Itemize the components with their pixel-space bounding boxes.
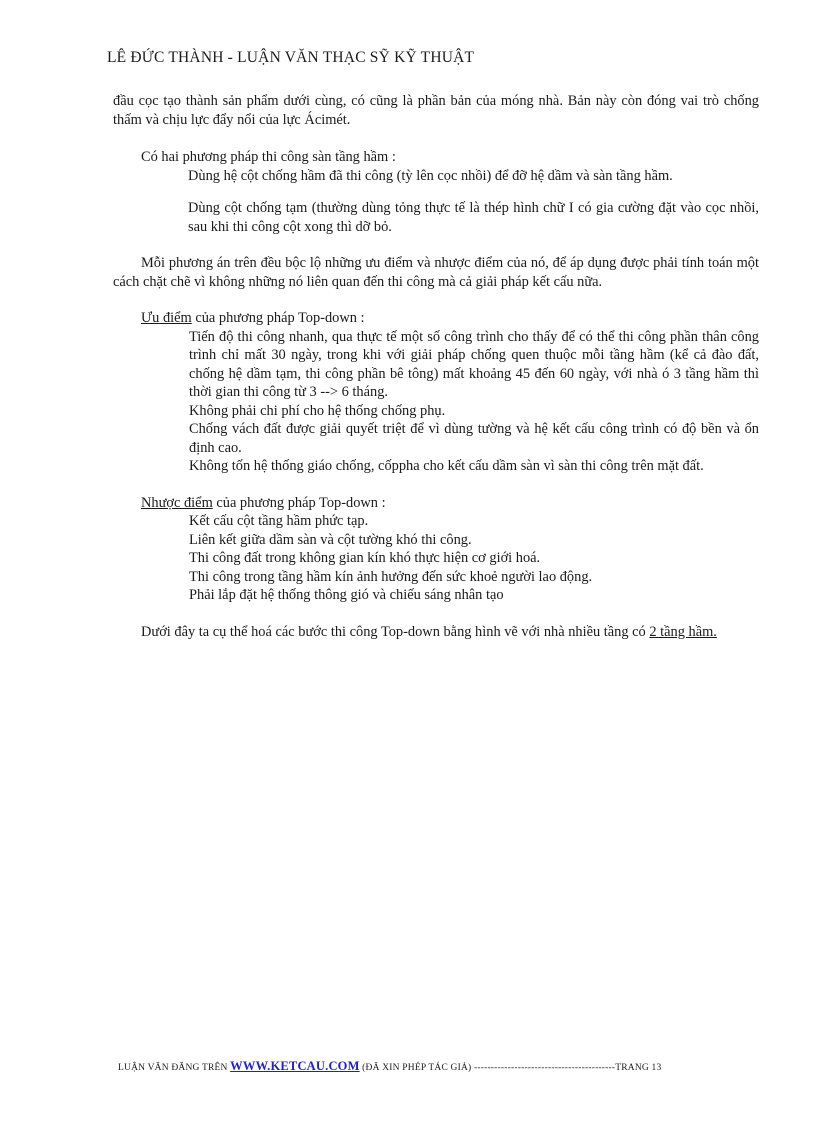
advantages-heading-rest: của phương pháp Top-down : [191, 310, 365, 326]
paragraph-intro: đầu cọc tạo thành sản phẩm dưới cùng, có cũng là phần bản của móng nhà. Bản này còn đóng vai trò chống thấm và chịu lực đẩy nổi của lực Ácimét. [113, 93, 759, 128]
disadvantage-item: Thi công đất trong không gian kín khó thực hiện cơ giới hoá. [189, 550, 541, 566]
footer-middle: (ĐÃ XIN PHÉP TÁC GIẢ) [359, 1063, 474, 1073]
footer-website-link[interactable]: WWW.KETCAU.COM [230, 1059, 360, 1073]
methods-intro: Có hai phương pháp thi công sàn tầng hầm : [141, 149, 396, 165]
advantage-item: Tiến độ thi công nhanh, qua thực tế một số công trình cho thấy để có thể thi công phần thân công trình chỉ mất 30 ngày, trong khi với giải pháp chống quen thuộc mỗi tầng hầm (kể cả đào đất, chống hệ dầm tạm, thi công phần bê tông) mất khoảng 45 đến 60 ngày, với nhà ó 3 tầng hầm thì thời gian thi công từ 3 --> 6 tháng. [189, 328, 759, 400]
advantages-heading [113, 309, 759, 328]
page-number: TRANG 13 [615, 1063, 662, 1073]
page-header: LÊ ĐỨC THÀNH - LUẬN VĂN THẠC SỸ KỸ THUẬT [107, 49, 475, 66]
disadvantage-item: Liên kết giữa dầm sàn và cột tường khó thi công. [189, 531, 472, 548]
advantage-item: Không tốn hệ thống giáo chống, cốppha cho kết cấu dầm sàn vì sàn thi công trên mặt đất. [189, 458, 704, 474]
disadvantage-item: Kết cấu cột tầng hầm phức tạp. [189, 513, 369, 529]
disadvantages-label: Nhược điểm [141, 494, 213, 511]
paragraph-evaluation: Mỗi phương án trên đều bộc lộ những ưu điểm và nhược điểm của nó, để áp dụng được phải tính toán một cách chặt chẽ vì không những nó liên quan đến thi công mà cả giải pháp kết cấu nữa. [113, 255, 759, 290]
footer-prefix: LUẬN VĂN ĐĂNG TRÊN [118, 1063, 231, 1073]
disadvantages-heading-rest: của phương pháp Top-down : [212, 494, 386, 511]
page-footer [118, 1059, 661, 1074]
advantage-item: Chống vách đất được giải quyết triệt để vì dùng tường và hệ kết cấu công trình có độ bền và ổn định cao. [189, 421, 759, 456]
method-1: Dùng hệ cột chống hầm đã thi công (tỳ lên cọc nhồi) để đỡ hệ dầm và sàn tầng hầm. [188, 167, 673, 184]
document-body [113, 92, 759, 641]
paragraph-conclusion [113, 623, 759, 642]
method-2: Dùng cột chống tạm (thường dùng tỏng thực tế là thép hình chữ I có gia cường đặt vào cọc nhồi, sau khi thi công cột xong thì dỡ bỏ. [188, 200, 759, 235]
advantage-item: Không phải chi phí cho hệ thống chống phụ. [189, 402, 446, 419]
disadvantage-item: Phải lắp đặt hệ thống thông gió và chiếu sáng nhân tạo [189, 587, 504, 603]
advantages-label: Ưu điểm [141, 310, 192, 326]
conclusion-text: Dưới đây ta cụ thể hoá các bước thi công Top-down bằng hình vẽ với nhà nhiều tầng có [141, 623, 650, 640]
disadvantage-item: Thi công trong tầng hầm kín ảnh hưởng đến sức khoẻ người lao động. [189, 568, 593, 585]
conclusion-underlined: 2 tầng hầm. [649, 623, 717, 640]
disadvantages-heading [113, 494, 759, 513]
footer-dashes: ------------------------------------------ [473, 1063, 616, 1073]
